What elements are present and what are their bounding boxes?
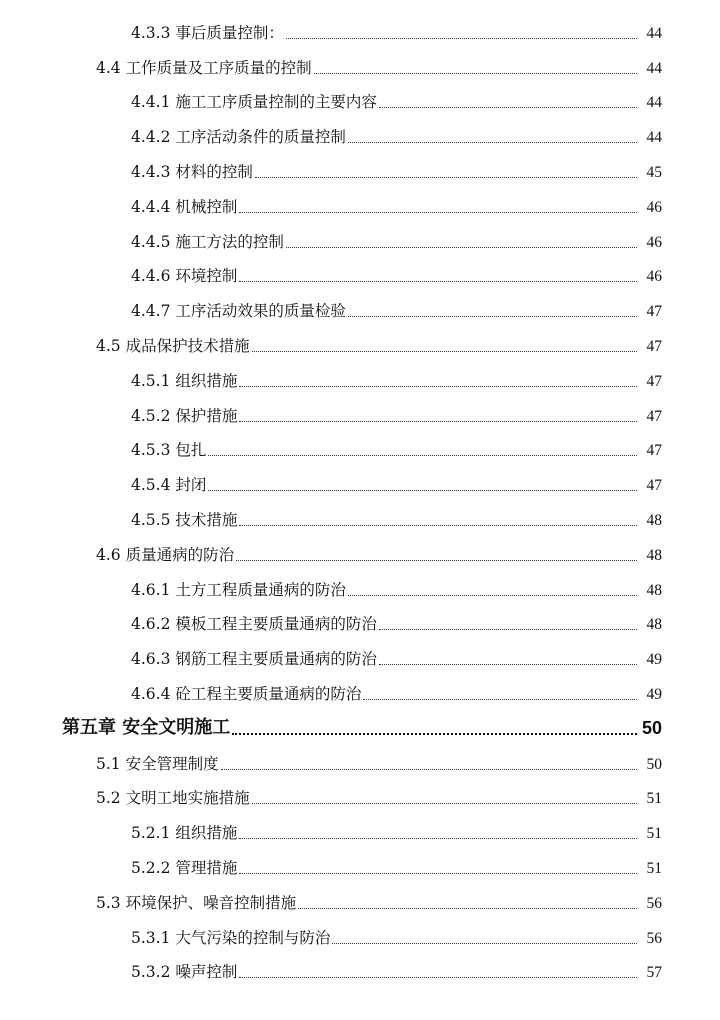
toc-entry[interactable] [0,258,720,293]
toc-entry[interactable] [0,188,720,223]
dot-leader [239,873,637,874]
toc-entry-title: 5.2 文明工地实施措施 [96,789,250,808]
toc-entry-title: 4.4.2 工序活动条件的质量控制 [131,128,346,147]
toc-entry-page-number: 45 [646,163,662,181]
toc-entry-title: 4.3.3 事后质量控制： [131,23,284,42]
toc-entry-title: 4.6 质量通病的防治 [96,545,235,564]
toc-entry[interactable] [0,536,720,571]
toc-entry-page-number: 47 [646,477,662,495]
toc-entry-title: 4.4.4 机械控制 [131,197,238,216]
toc-entry-page-number: 50 [641,717,662,738]
toc-entry-page-number: 56 [646,929,662,947]
toc-entry-title: 4.4.5 施工方法的控制 [131,232,284,251]
toc-entry-page-number: 46 [646,198,662,216]
toc-entry-title: 5.1 安全管理制度 [96,754,219,773]
toc-entry-page-number: 51 [646,825,662,843]
toc-entry-page-number: 50 [646,755,662,773]
dot-leader [208,490,637,491]
toc-entry-page-number: 47 [646,442,662,460]
toc-entry-page-number: 46 [646,233,662,251]
toc-entry[interactable] [0,919,720,954]
dot-leader [239,525,637,526]
dot-leader [236,560,637,561]
toc-entry[interactable] [0,292,720,327]
toc-entry-page-number: 44 [646,24,662,42]
toc-entry-page-number: 48 [646,511,662,529]
toc-entry-title: 4.5.1 组织措施 [131,371,238,390]
toc-entry[interactable] [0,397,720,432]
toc-entry[interactable] [0,780,720,815]
toc-entry-page-number: 44 [646,59,662,77]
toc-entry-title: 4.4.6 环境控制 [131,267,238,286]
toc-entry-page-number: 57 [646,964,662,982]
toc-entry[interactable] [0,675,720,710]
toc-entry[interactable] [0,223,720,258]
dot-leader [286,38,637,39]
dot-leader [239,212,637,213]
toc-entry-title: 4.6.1 土方工程质量通病的防治 [131,580,346,599]
dot-leader [221,769,637,770]
dot-leader [332,943,637,944]
toc-entry-title: 4.5.4 封闭 [131,476,207,495]
dot-leader [208,455,637,456]
toc-entry-title: 5.3 环境保护、噪音控制措施 [96,893,297,912]
dot-leader [348,595,637,596]
toc-entry-page-number: 47 [646,372,662,390]
toc-entry[interactable] [0,432,720,467]
toc-entry-title: 4.6.2 模板工程主要质量通病的防治 [131,615,377,634]
toc-entry[interactable] [0,745,720,780]
toc-entry-page-number: 47 [646,407,662,425]
dot-leader [379,107,637,108]
toc-entry-page-number: 47 [646,303,662,321]
dot-leader [252,803,637,804]
toc-entry-page-number: 49 [646,651,662,669]
toc-entry-title: 第五章 安全文明施工 [62,716,231,738]
dot-leader [286,247,637,248]
toc-entry-page-number: 44 [646,94,662,112]
toc-entry[interactable] [0,118,720,153]
toc-chapter-entry[interactable] [0,710,720,745]
toc-entry-title: 4.4.1 施工工序质量控制的主要内容 [131,93,377,112]
toc-entry-title: 5.3.2 噪声控制 [131,963,238,982]
toc-entry-title: 4.5.2 保护措施 [131,406,238,425]
toc-entry[interactable] [0,884,720,919]
toc-entry-title: 4.4 工作质量及工序质量的控制 [96,58,312,77]
toc-entry-page-number: 51 [646,859,662,877]
toc-entry-page-number: 47 [646,337,662,355]
dot-leader [379,629,637,630]
dot-leader [239,421,637,422]
dot-leader [239,838,637,839]
toc-entry[interactable] [0,84,720,119]
dot-leader [239,281,637,282]
toc-entry[interactable] [0,501,720,536]
toc-entry-title: 5.2.1 组织措施 [131,824,238,843]
toc-entry[interactable] [0,327,720,362]
dot-leader [252,351,637,352]
toc-entry-page-number: 48 [646,616,662,634]
dot-leader [239,977,637,978]
toc-entry-page-number: 44 [646,129,662,147]
toc-entry[interactable] [0,49,720,84]
toc-entry-title: 5.3.1 大气污染的控制与防治 [131,928,331,947]
toc-entry-title: 4.4.3 材料的控制 [131,162,253,181]
dot-leader [255,177,637,178]
dot-leader [348,142,637,143]
toc-entry-page-number: 56 [646,894,662,912]
toc-entry[interactable] [0,362,720,397]
toc-entry-title: 4.6.4 砼工程主要质量通病的防治 [131,684,362,703]
dot-leader [348,316,637,317]
toc-entry-title: 4.6.3 钢筋工程主要质量通病的防治 [131,650,377,669]
toc-entry-title: 4.5 成品保护技术措施 [96,336,250,355]
toc-entry[interactable] [0,954,720,989]
toc-entry[interactable] [0,571,720,606]
toc-entry-page-number: 48 [646,546,662,564]
dot-leader [298,908,637,909]
dot-leader [232,733,637,735]
toc-entry-page-number: 48 [646,581,662,599]
toc-entry[interactable] [0,640,720,675]
toc-entry-title: 5.2.2 管理措施 [131,858,238,877]
toc-entry[interactable] [0,14,720,49]
toc-entry[interactable] [0,606,720,641]
toc-entry-page-number: 46 [646,268,662,286]
dot-leader [239,386,637,387]
toc-entry[interactable] [0,814,720,849]
dot-leader [314,73,637,74]
toc-entry-page-number: 49 [646,685,662,703]
toc-entry-title: 4.5.3 包扎 [131,441,207,460]
dot-leader [363,699,637,700]
toc-entry[interactable] [0,849,720,884]
toc-entry[interactable] [0,153,720,188]
toc-entry-page-number: 51 [646,790,662,808]
toc-entry-title: 4.4.7 工序活动效果的质量检验 [131,302,346,321]
toc-entry[interactable] [0,466,720,501]
dot-leader [379,664,637,665]
table-of-contents [0,14,720,988]
toc-entry-title: 4.5.5 技术措施 [131,510,238,529]
